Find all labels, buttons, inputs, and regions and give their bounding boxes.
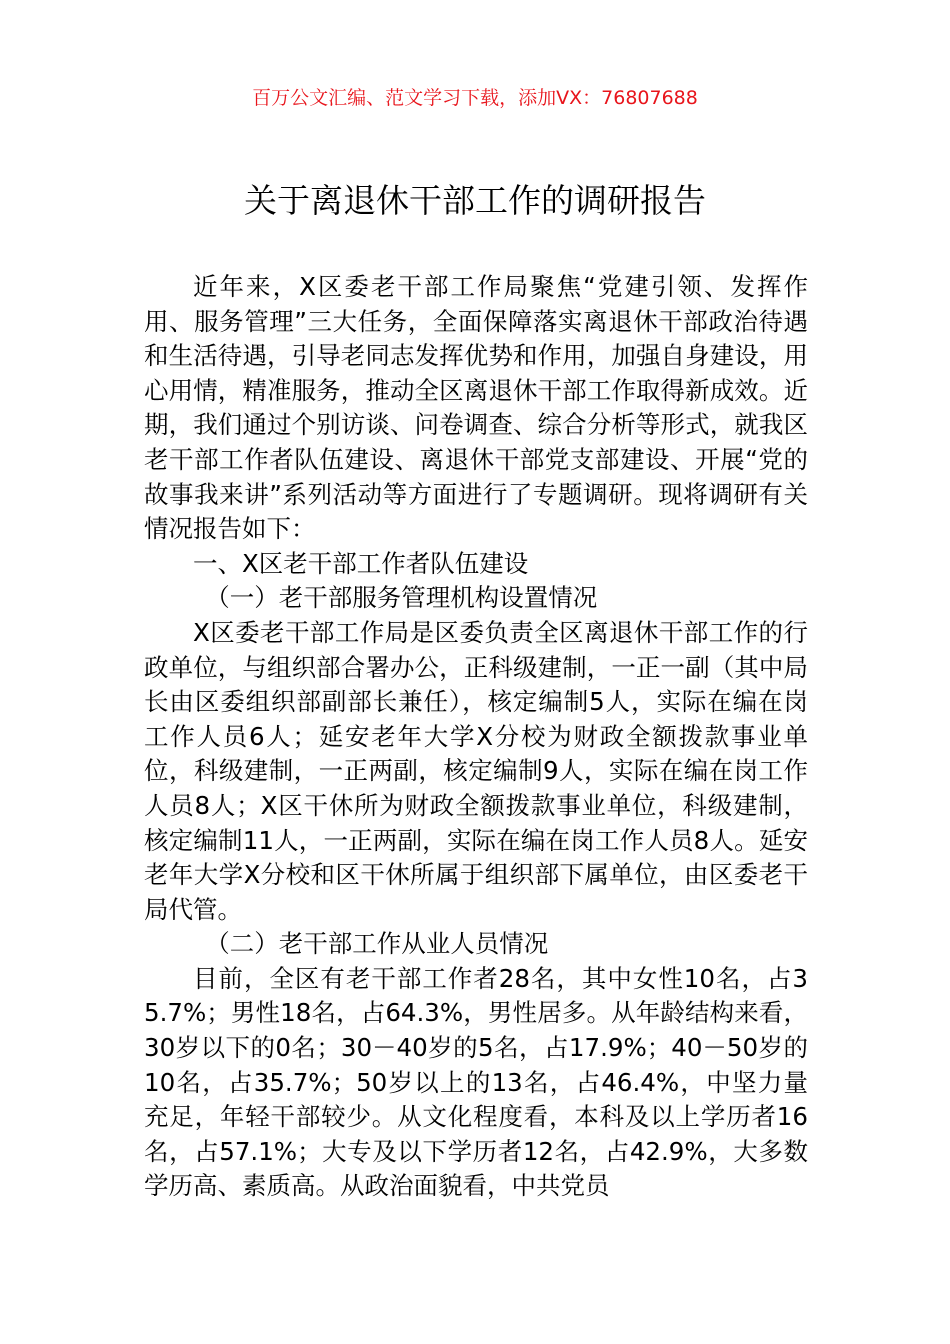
subsection-heading-1: （一）老干部服务管理机构设置情况 <box>205 583 598 613</box>
subsection-paragraph-2: 目前，全区有老干部工作者28名，其中女性10名，占35.7%；男性18名，占64.3%，男性居多。从年龄结构来看，30岁以下的0名；30－40岁的5名，占17.9%；40－50岁的10名，占35.7%；50岁以上的13名，占46.4%，中坚力量充足，年轻干部较少。从文化程度看，本科及以上学历者16名，占57.1%；大专及以下学历者12名，占42.9%，大多数学历高、素质高。从政治面貌看，中共党员 <box>144 963 808 1201</box>
intro-paragraph: 近年来，X区委老干部工作局聚焦“党建引领、发挥作用、服务管理”三大任务，全面保障落实离退休干部政治待遇和生活待遇，引导老同志发挥优势和作用，加强自身建设，用心用情，精准服务，推动全区离退休干部工作取得新成效。近期，我们通过个别访谈、问卷调查、综合分析等形式，就我区老干部工作者队伍建设、离退休干部党支部建设、开展“党的故事我来讲”系列活动等方面进行了专题调研。现将调研有关情况报告如下： <box>144 272 808 544</box>
watermark-banner: 百万公文汇编、范文学习下载，添加VX：76807688 <box>252 87 698 109</box>
subsection-paragraph-1: X区委老干部工作局是区委负责全区离退休干部工作的行政单位，与组织部合署办公，正科级建制，一正一副（其中局长由区委组织部副部长兼任），核定编制5人，实际在编在岗工作人员6人；延安老年大学X分校为财政全额拨款事业单位，科级建制，一正两副，核定编制9人，实际在编在岗工作人员8人；X区干休所为财政全额拨款事业单位，科级建制，核定编制11人，一正两副，实际在编在岗工作人员8人。延安老年大学X分校和区干休所属于组织部下属单位，由区委老干局代管。 <box>144 617 808 924</box>
document-body <box>144 270 808 1204</box>
subsection-heading-2: （二）老干部工作从业人员情况 <box>205 929 549 959</box>
document-title: 关于离退休干部工作的调研报告 <box>244 181 706 220</box>
section-heading-1: 一、X区老干部工作者队伍建设 <box>193 548 529 578</box>
